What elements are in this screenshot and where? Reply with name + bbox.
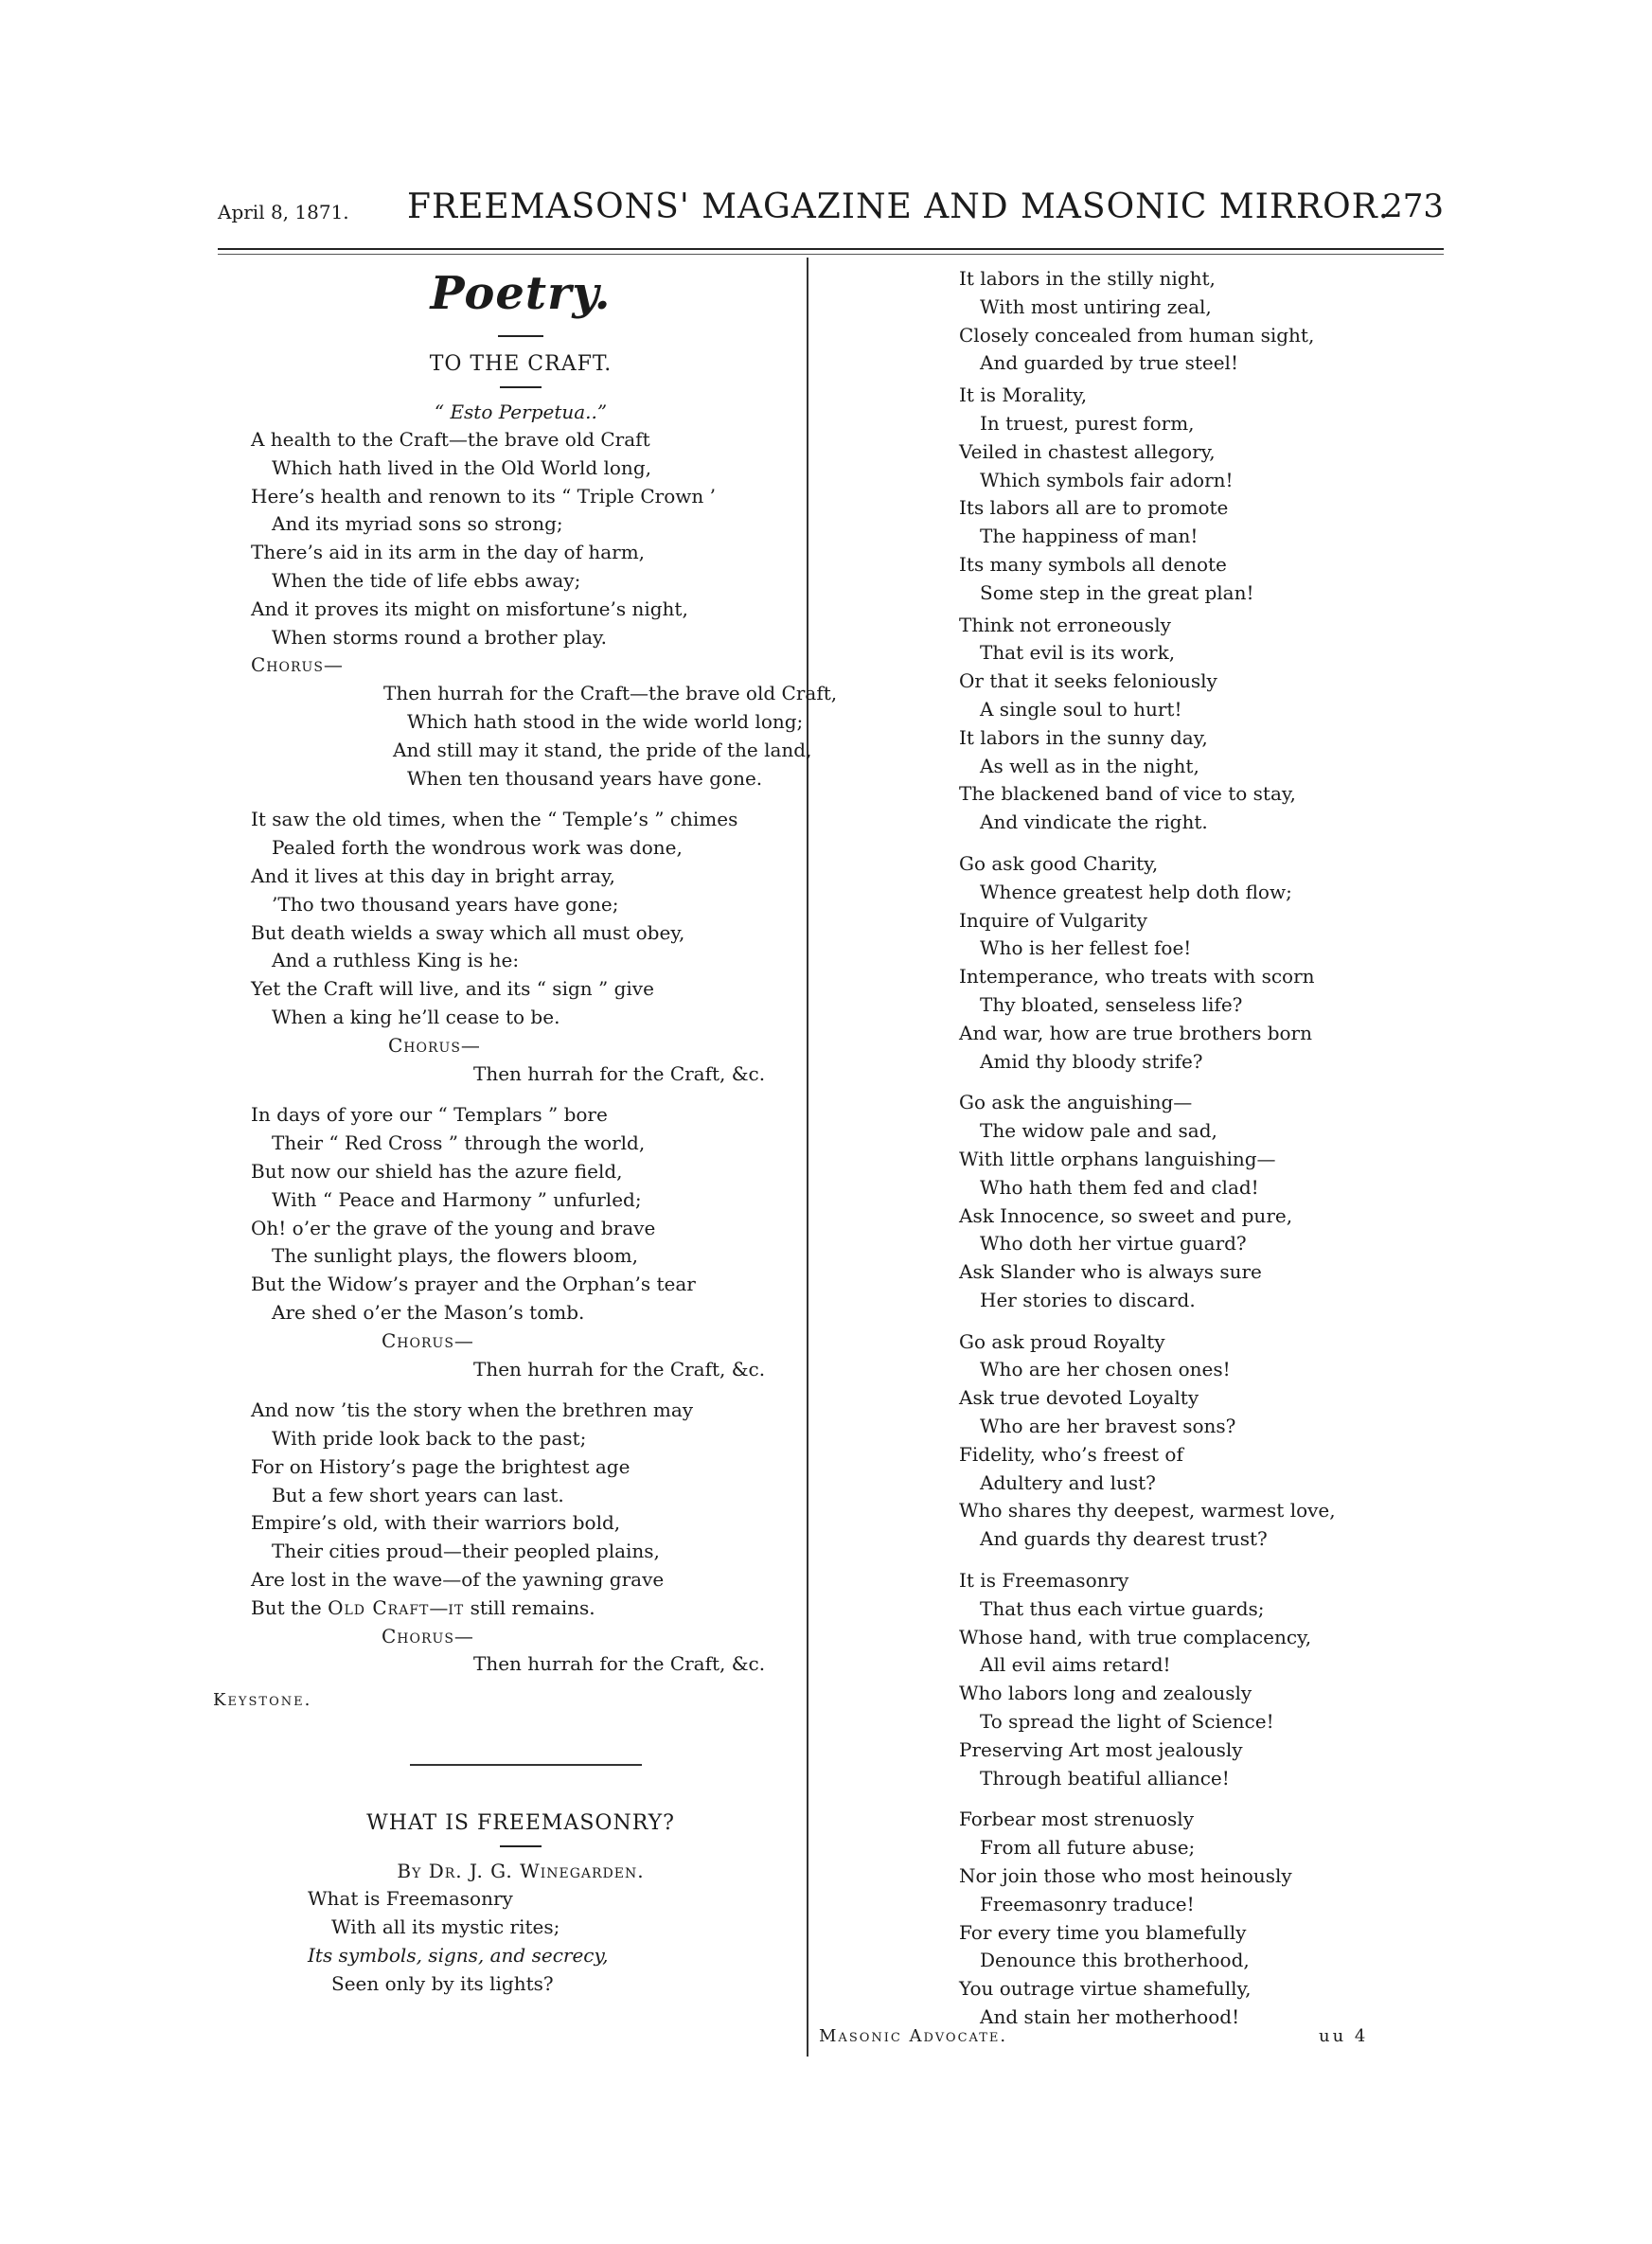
header-rule bbox=[218, 248, 1444, 250]
poem-line: Preserving Art most jealously bbox=[959, 1737, 1243, 1761]
poem-line: Are lost in the wave—of the yawning grave bbox=[251, 1568, 665, 1592]
chorus-line: Then hurrah for the Craft, &c. bbox=[473, 1061, 766, 1085]
poem-line: Forbear most strenuosly bbox=[959, 1808, 1194, 1831]
poem-line: For every time you blamefully bbox=[959, 1920, 1247, 1944]
poem-line: And war, how are true brothers born bbox=[959, 1021, 1312, 1044]
poem-line: Or that it seeks feloniously bbox=[959, 669, 1217, 693]
poem-line: ’Tho two thousand years have gone; bbox=[272, 892, 619, 916]
poem-line: Denounce this brotherhood, bbox=[980, 1949, 1250, 1972]
line-dash: — bbox=[429, 1595, 449, 1619]
poem-line: Their “ Red Cross ” through the world, bbox=[272, 1131, 646, 1155]
poem-line: Who are her bravest sons? bbox=[980, 1415, 1236, 1438]
poem-line: Go ask the anguishing— bbox=[959, 1091, 1193, 1114]
chorus-label: Chorus— bbox=[251, 653, 344, 677]
poem-line: Fidelity, who’s freest of bbox=[959, 1442, 1183, 1466]
poem-line: Ask true devoted Loyalty bbox=[959, 1386, 1199, 1410]
poem-line: But a few short years can last. bbox=[272, 1483, 564, 1506]
poem-line: All evil aims retard! bbox=[980, 1653, 1171, 1677]
poem-line: Nor join those who most heinously bbox=[959, 1864, 1292, 1888]
poem-line: With pride look back to the past; bbox=[272, 1427, 587, 1451]
poem-line: And guarded by true steel! bbox=[980, 351, 1238, 375]
column-divider bbox=[807, 258, 808, 2057]
chorus-line: When ten thousand years have gone. bbox=[407, 766, 763, 790]
poem-line: Ask Slander who is always sure bbox=[959, 1260, 1262, 1284]
title-rule bbox=[500, 386, 542, 388]
poem-line: Its symbols, signs, and secrecy, bbox=[308, 1943, 609, 1967]
title-rule bbox=[500, 1845, 542, 1847]
stanza bbox=[213, 1885, 790, 1998]
poem-line: The happiness of man! bbox=[980, 525, 1199, 548]
stanza bbox=[822, 1089, 1409, 1314]
poem-line: As well as in the night, bbox=[980, 754, 1199, 777]
poem-line: With “ Peace and Harmony ” unfurled; bbox=[272, 1187, 642, 1211]
poem-line: Yet the Craft will live, and its “ sign ” give bbox=[251, 977, 654, 1001]
poem-line: But death wields a sway which all must obey, bbox=[251, 920, 685, 944]
poem-line: Who hath them fed and clad! bbox=[980, 1175, 1259, 1199]
poem-line: Who doth her virtue guard? bbox=[980, 1232, 1247, 1256]
poem-line: Inquire of Vulgarity bbox=[959, 908, 1147, 932]
poem-signature-masonic-advocate: Masonic Advocate. bbox=[819, 2026, 1008, 2046]
poem-line: With little orphans languishing— bbox=[959, 1147, 1276, 1170]
poem-line: Oh! o’er the grave of the young and brave bbox=[251, 1216, 656, 1239]
right-column bbox=[822, 265, 1409, 2032]
poem-line: For on History’s page the brightest age bbox=[251, 1454, 631, 1478]
poem-line: When the tide of life ebbs away; bbox=[272, 568, 581, 592]
poem-line: Who shares thy deepest, warmest love, bbox=[959, 1499, 1336, 1523]
stanza bbox=[822, 382, 1409, 607]
poem-line: And its myriad sons so strong; bbox=[272, 512, 563, 536]
stanza bbox=[213, 1397, 790, 1679]
old-craft-text: Old Craft bbox=[328, 1595, 430, 1619]
poem-line: And it proves its might on misfortune’s night, bbox=[251, 597, 688, 620]
poem-line: Thy bloated, senseless life? bbox=[980, 992, 1243, 1016]
chorus-label: Chorus— bbox=[388, 1033, 481, 1057]
poem-line: You outrage virtue shamefully, bbox=[959, 1977, 1252, 2001]
issue-date: April 8, 1871. bbox=[218, 201, 349, 223]
poem-line: Whence greatest help doth flow; bbox=[980, 880, 1292, 903]
magazine-title: FREEMASONS' MAGAZINE AND MASONIC MIRROR. bbox=[407, 187, 1391, 226]
poem-line-old-craft bbox=[213, 1594, 790, 1623]
page-number: 273 bbox=[1382, 187, 1444, 225]
poem-line: But the Widow’s prayer and the Orphan’s tear bbox=[251, 1273, 696, 1296]
line-prefix: But the bbox=[251, 1595, 329, 1619]
poem-line: Amid thy bloody strife? bbox=[980, 1049, 1203, 1073]
poem-line: When a king he’ll cease to be. bbox=[272, 1005, 560, 1028]
poem-line: Its labors all are to promote bbox=[959, 496, 1229, 520]
section-heading-poetry: Poetry. bbox=[430, 267, 612, 320]
poem-line: And stain her motherhood! bbox=[980, 2005, 1240, 2029]
stanza bbox=[822, 1567, 1409, 1792]
stanza bbox=[213, 806, 790, 1088]
poem-line: That evil is its work, bbox=[980, 641, 1176, 665]
chorus-line: Then hurrah for the Craft, &c. bbox=[473, 1357, 766, 1380]
poem-line: And a ruthless King is he: bbox=[272, 949, 520, 972]
chorus-line: And still may it stand, the pride of the land, bbox=[393, 738, 812, 761]
poem-line: That thus each virtue guards; bbox=[980, 1596, 1265, 1620]
poem-line: Veiled in chastest allegory, bbox=[959, 439, 1216, 463]
poem-line: Go ask proud Royalty bbox=[959, 1329, 1165, 1353]
poem-line: It is Freemasonry bbox=[959, 1569, 1129, 1593]
poem-line: A single soul to hurt! bbox=[980, 697, 1182, 721]
it-text: it bbox=[448, 1595, 465, 1619]
poem-line: And it lives at this day in bright array, bbox=[251, 864, 615, 887]
chorus-label: Chorus— bbox=[382, 1328, 474, 1352]
poem-line: It is Morality, bbox=[959, 383, 1088, 407]
poem-line: Their cities proud—their peopled plains, bbox=[272, 1540, 660, 1563]
poem-line: Seen only by its lights? bbox=[331, 1971, 554, 1995]
poem-line: With all its mystic rites; bbox=[331, 1915, 560, 1939]
poem-line: In days of yore our “ Templars ” bore bbox=[251, 1103, 608, 1127]
poem-line: But now our shield has the azure field, bbox=[251, 1159, 623, 1183]
chorus-line: Then hurrah for the Craft—the brave old Craft, bbox=[383, 682, 838, 705]
stanza bbox=[822, 612, 1409, 837]
poem-line: Closely concealed from human sight, bbox=[959, 323, 1315, 347]
poem-title-what-is-freemasonry: WHAT IS FREEMASONRY? bbox=[366, 1811, 675, 1836]
header-rule-thin bbox=[218, 254, 1444, 255]
poem-line: Which hath lived in the Old World long, bbox=[272, 455, 651, 479]
poem-motto: “ Esto Perpetua..” bbox=[434, 401, 608, 423]
poem-line: Whose hand, with true complacency, bbox=[959, 1625, 1312, 1648]
page-header bbox=[218, 187, 1444, 235]
chorus-line: Then hurrah for the Craft, &c. bbox=[473, 1652, 766, 1676]
stanza bbox=[822, 850, 1409, 1076]
poem-line: It saw the old times, when the “ Temple’s ” chimes bbox=[251, 808, 738, 831]
poem-line: Here’s health and renown to its “ Triple Crown ’ bbox=[251, 484, 716, 508]
poem-line: Who labors long and zealously bbox=[959, 1682, 1252, 1705]
poem-line: From all future abuse; bbox=[980, 1836, 1196, 1860]
stanza bbox=[213, 1101, 790, 1383]
poem-line: Some step in the great plan! bbox=[980, 580, 1254, 604]
poem-line: Her stories to discard. bbox=[980, 1288, 1196, 1311]
poem-line: Freemasonry traduce! bbox=[980, 1892, 1195, 1915]
poem-line: To spread the light of Science! bbox=[980, 1710, 1274, 1734]
poem-line: Are shed o’er the Mason’s tomb. bbox=[272, 1300, 585, 1324]
poem-line: What is Freemasonry bbox=[308, 1887, 513, 1911]
poem-line: With most untiring zeal, bbox=[980, 294, 1212, 318]
poem-line: And now ’tis the story when the brethren may bbox=[251, 1398, 694, 1422]
poem-line: Which symbols fair adorn! bbox=[980, 468, 1234, 491]
poem-line: Think not erroneously bbox=[959, 613, 1171, 636]
poem-line: Empire’s old, with their warriors bold, bbox=[251, 1511, 621, 1535]
poem-line: Who is her fellest foe! bbox=[980, 936, 1192, 960]
poem-line: It labors in the sunny day, bbox=[959, 725, 1208, 749]
left-column bbox=[213, 265, 838, 1998]
poem-line: Its many symbols all denote bbox=[959, 552, 1227, 576]
poem-line: Through beatiful alliance! bbox=[980, 1766, 1230, 1790]
poem-line: A health to the Craft—the brave old Craft bbox=[251, 428, 650, 451]
poem-line: Adultery and lust? bbox=[980, 1470, 1156, 1494]
chorus-line: Which hath stood in the wide world long; bbox=[407, 709, 804, 733]
poem-line: Who are her chosen ones! bbox=[980, 1358, 1231, 1381]
poem-signature: Keystone. bbox=[213, 1690, 312, 1711]
article-separator bbox=[410, 1764, 642, 1766]
stanza bbox=[822, 1328, 1409, 1554]
poem-byline: By Dr. J. G. Winegarden. bbox=[397, 1860, 645, 1883]
poem-line: Go ask good Charity, bbox=[959, 851, 1159, 875]
poem-line: There’s aid in its arm in the day of harm, bbox=[251, 541, 646, 564]
poem-title-to-the-craft: TO THE CRAFT. bbox=[429, 352, 613, 376]
poem-line: And guards thy dearest trust? bbox=[980, 1527, 1268, 1551]
poem-line: The widow pale and sad, bbox=[980, 1119, 1217, 1143]
stanza bbox=[822, 1806, 1409, 2031]
poem-line: When storms round a brother play. bbox=[272, 625, 608, 649]
poem-line: Pealed forth the wondrous work was done, bbox=[272, 836, 683, 860]
poem-line: It labors in the stilly night, bbox=[959, 267, 1216, 290]
section-rule bbox=[498, 335, 543, 337]
stanza bbox=[213, 426, 838, 793]
poem-line: In truest, purest form, bbox=[980, 411, 1195, 435]
stanza bbox=[822, 265, 1409, 378]
poem-line: The sunlight plays, the flowers bloom, bbox=[272, 1244, 638, 1268]
poem-line: The blackened band of vice to stay, bbox=[959, 782, 1296, 806]
poem-line: Ask Innocence, so sweet and pure, bbox=[959, 1203, 1293, 1227]
signature-mark: uu 4 bbox=[1319, 2026, 1369, 2046]
line-suffix: still remains. bbox=[464, 1595, 595, 1619]
poem-line: Intemperance, who treats with scorn bbox=[959, 965, 1315, 988]
poem-line: And vindicate the right. bbox=[980, 810, 1208, 834]
chorus-label: Chorus— bbox=[382, 1624, 474, 1647]
